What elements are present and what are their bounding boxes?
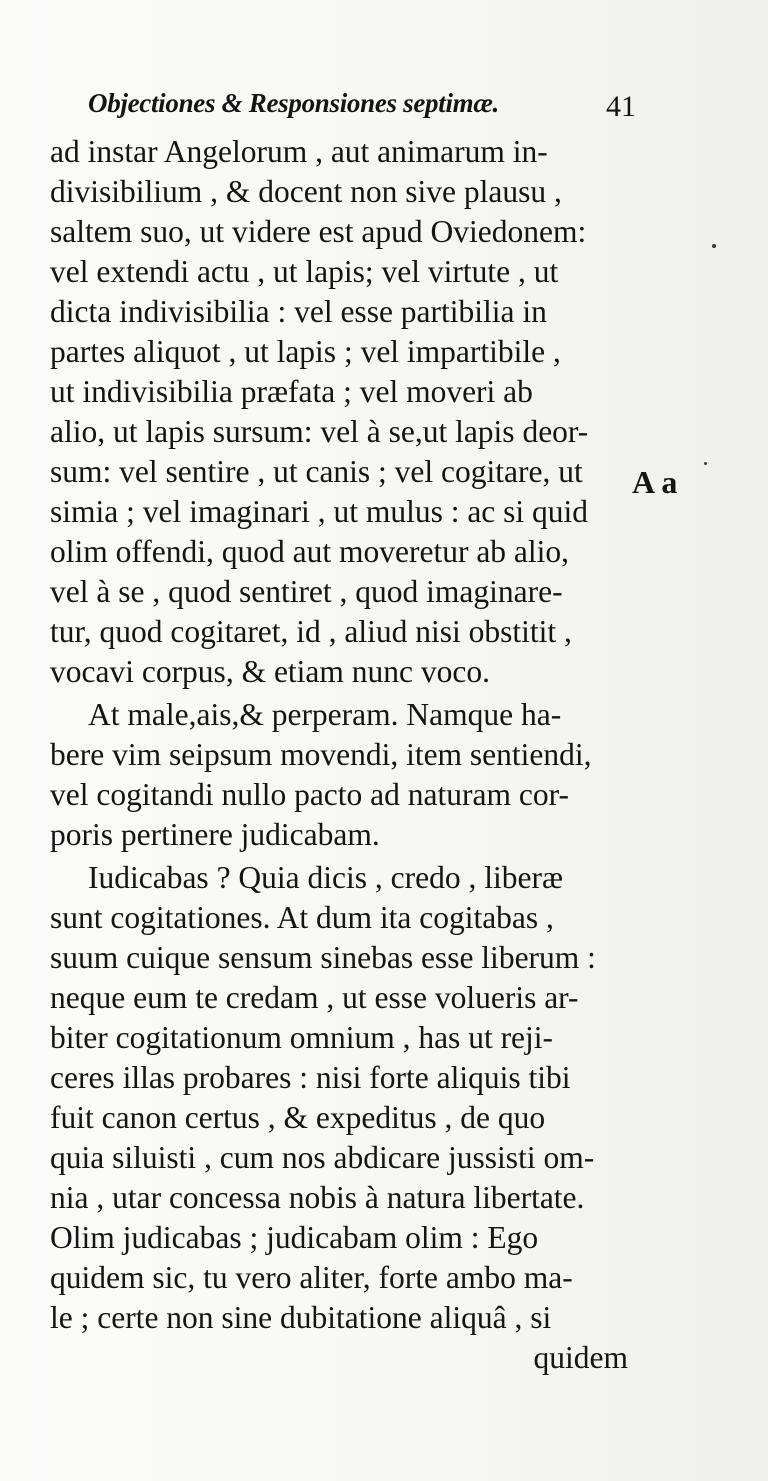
page-number: 41 (606, 90, 636, 123)
text-line: le ; certe non sine dubitatione aliquâ , si (50, 1300, 552, 1335)
text-line: sunt cogitationes. At dum ita cogitabas , (50, 900, 554, 935)
text-line: olim offendi, quod aut moveretur ab alio, (50, 534, 570, 569)
text-line: vel extendi actu , ut lapis; vel virtute , ut (50, 254, 559, 289)
text-line: vel cogitandi nullo pacto ad naturam cor- (50, 777, 569, 812)
text-line: dicta indivisibilia : vel esse partibilia in (50, 294, 547, 329)
ink-speck (712, 244, 716, 248)
paragraph-first-line: At male,ais,& perperam. Namque ha- (88, 697, 562, 732)
text-line: poris pertinere judicabam. (50, 817, 380, 852)
text-line: suum cuique sensum sinebas esse liberum : (50, 940, 596, 975)
text-line: alio, ut lapis sursum: vel à se,ut lapis deor- (50, 414, 589, 449)
text-line: Olim judicabas ; judicabam olim : Ego (50, 1220, 539, 1255)
paragraph-first-line: Iudicabas ? Quia dicis , credo , liberæ (88, 860, 563, 895)
text-line: quia siluisti , cum nos abdicare jussisti om- (50, 1140, 595, 1175)
text-line: vocavi corpus, & etiam nunc voco. (50, 654, 491, 689)
text-line: vel à se , quod sentiret , quod imaginare- (50, 574, 563, 609)
text-line: saltem suo, ut videre est apud Oviedonem: (50, 214, 587, 249)
catchword: quidem (533, 1340, 628, 1375)
text-line: tur, quod cogitaret, id , aliud nisi obstitit , (50, 614, 572, 649)
ink-speck (704, 462, 707, 465)
running-title: Objectiones & Responsiones septimæ. (88, 88, 500, 118)
text-line: nia , utar concessa nobis à natura libertate. (50, 1180, 585, 1215)
text-line: sum: vel sentire , ut canis ; vel cogitare, ut (50, 454, 583, 489)
text-line: neque eum te credam , ut esse volueris ar- (50, 980, 579, 1015)
text-line: partes aliquot , ut lapis ; vel impartibile , (50, 334, 561, 369)
text-line: ceres illas probares : nisi forte aliquis tibi (50, 1060, 571, 1095)
text-line: simia ; vel imaginari , ut mulus : ac si quid (50, 494, 589, 529)
text-line: biter cogitationum omnium , has ut reji- (50, 1020, 554, 1055)
text-line: fuit canon certus , & expeditus , de quo (50, 1100, 546, 1135)
text-line: bere vim seipsum movendi, item sentiendi, (50, 737, 592, 772)
text-line: ut indivisibilia præfata ; vel moveri ab (50, 374, 533, 409)
text-line: divisibilium , & docent non sive plausu , (50, 174, 562, 209)
text-line: ad instar Angelorum , aut animarum in- (50, 134, 548, 169)
signature-mark: A a (632, 464, 678, 500)
text-line: quidem sic, tu vero aliter, forte ambo ma- (50, 1260, 573, 1295)
